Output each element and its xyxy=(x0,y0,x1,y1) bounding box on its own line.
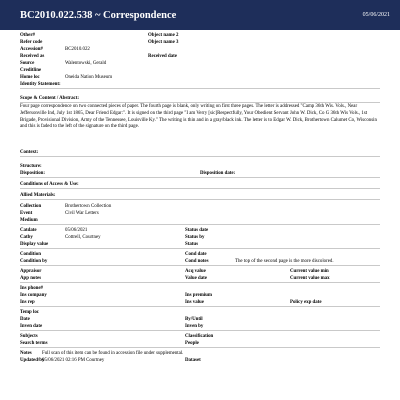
condition-by-label: Condition by xyxy=(20,259,48,265)
ins-premium-label: Ins premium xyxy=(185,293,212,299)
row-subjects xyxy=(20,333,380,340)
catby-label: Catby xyxy=(20,235,33,241)
structure-label: Structure: xyxy=(20,164,42,170)
notes-label: Notes xyxy=(20,351,32,357)
row-medium xyxy=(20,217,380,225)
row-display-value xyxy=(20,241,380,249)
accession-label: Accession# xyxy=(20,47,43,52)
received-date-label: Received date xyxy=(148,54,177,59)
conditions-access-label: Conditions of Access & Use: xyxy=(20,181,380,189)
people-label: People xyxy=(185,341,199,347)
home-loc-label: Home loc xyxy=(20,75,40,80)
row-structure xyxy=(20,163,380,170)
condition-label: Condition xyxy=(20,252,41,258)
classification-label: Classification xyxy=(185,334,214,340)
collection-label: Collection xyxy=(20,204,42,210)
object-name-3-label: Object name 3 xyxy=(148,40,179,45)
collection-value: Brothertown Collection xyxy=(65,204,112,210)
cond-notes-value: The top of the second page is the more discolored. xyxy=(235,259,334,265)
record-header xyxy=(0,0,400,30)
row-source xyxy=(20,60,380,67)
disposition-label: Disposition: xyxy=(20,171,46,177)
record-title: BC2010.022.538 ~ Correspondence xyxy=(20,9,177,21)
row-catby xyxy=(20,234,380,241)
row-catdate xyxy=(20,227,380,234)
status-label: Status xyxy=(185,242,199,248)
by-until-label: By/Until xyxy=(185,317,203,323)
row-search-terms xyxy=(20,340,380,348)
accession-value: BC2010.022 xyxy=(65,47,90,52)
event-value: Civil War Letters xyxy=(65,211,99,217)
row-temp-loc xyxy=(20,309,380,316)
acq-value-label: Acq value xyxy=(185,269,206,275)
cond-notes-label: Cond notes xyxy=(185,259,209,265)
updated-by-value: 05/06/2021 02:16 PM Courtney xyxy=(42,358,105,364)
date-label: Date xyxy=(20,317,30,323)
refer-code-label: Refer code xyxy=(20,40,43,45)
value-date-label: Value date xyxy=(185,276,207,282)
object-name-2-label: Object name 2 xyxy=(148,33,179,38)
updated-by-label: Updated/by xyxy=(20,358,45,364)
status-by-label: Status by xyxy=(185,235,205,241)
event-label: Event xyxy=(20,211,33,217)
ins-value-label: Ins value xyxy=(185,300,204,306)
row-condition-by xyxy=(20,258,380,266)
ins-phone-label: Ins phone# xyxy=(20,286,43,292)
row-appraisor xyxy=(20,268,380,275)
refer-code-value xyxy=(65,39,148,46)
source-value: Walentowski, Gerald xyxy=(65,61,107,66)
context-label: Context: xyxy=(20,149,380,157)
row-app-notes xyxy=(20,275,380,283)
catdate-label: Catdate xyxy=(20,228,37,234)
row-home-loc xyxy=(20,74,380,81)
row-inven-date xyxy=(20,323,380,331)
row-event xyxy=(20,210,380,217)
inven-date-label: Inven date xyxy=(20,324,43,330)
status-date-label: Status date xyxy=(185,228,209,234)
other-value xyxy=(65,32,148,39)
row-other xyxy=(20,32,380,39)
appraisor-label: Appraisor xyxy=(20,269,42,275)
medium-label: Medium xyxy=(20,218,38,224)
current-value-max-label: Current value max xyxy=(290,276,330,282)
print-date: 05/06/2021 xyxy=(362,12,390,18)
catby-value: Cottrell, Courtney xyxy=(65,235,101,241)
row-creditline xyxy=(20,67,380,74)
cond-date-label: Cond date xyxy=(185,252,207,258)
display-value-label: Display value xyxy=(20,242,49,248)
received-as-value xyxy=(65,53,148,60)
other-label: Other# xyxy=(20,33,35,38)
inven-by-label: Inven by xyxy=(185,324,204,330)
ins-company-label: Ins company xyxy=(20,293,47,299)
row-ins-phone xyxy=(20,285,380,292)
home-loc-value: Oneida Nation Museum xyxy=(65,75,112,80)
allied-materials-label: Allied Materials: xyxy=(20,192,380,200)
notes-value: Full scan of this item can be found in accession file under supplemental. xyxy=(42,351,184,357)
identity-statement-label: Identity Statement: xyxy=(20,81,380,89)
row-date xyxy=(20,316,380,323)
creditline-label: Creditline xyxy=(20,68,42,73)
row-refer-code xyxy=(20,39,380,46)
received-as-label: Received as xyxy=(20,54,45,59)
scope-title: Scope & Content / Abstract: xyxy=(20,95,380,103)
app-notes-label: App notes xyxy=(20,276,42,282)
current-value-min-label: Current value min xyxy=(290,269,329,275)
row-collection xyxy=(20,203,380,210)
policy-exp-date-label: Policy exp date xyxy=(290,300,322,306)
source-label: Source xyxy=(20,61,35,66)
row-updated-by xyxy=(20,357,380,364)
subjects-label: Subjects xyxy=(20,334,38,340)
row-disposition xyxy=(20,170,380,178)
row-notes xyxy=(20,350,380,357)
temp-loc-label: Temp loc xyxy=(20,310,39,316)
disposition-date-label: Disposition date: xyxy=(200,171,236,177)
dataset-label: Dataset xyxy=(185,358,201,364)
scope-text: Four page correspondence on two connected pieces of paper. The fourth page is blank, only writing on first three pages. The letter is addressed "Camp 36th Wis. Vols., Near Jeffersonville Ind, July 1st 1865, Dear Friend Edgar:". It is signed on the third page "I am Verry [sic]Respectfully, Your Obedient Servant John W. Dick, Co G 36th Wis Vols., 1st Brigade, Provisional Division, Army of the Tennessee, Louisville Ky." The writing is thin and in a gray/black ink. The letter is to Edgar W. Dick, Brothertown Calumet Co, Wisconsin and this is faded to the left of the signature on the third page. xyxy=(20,104,377,130)
record-body xyxy=(0,30,400,364)
ins-rep-label: Ins rep xyxy=(20,300,35,306)
row-received-as xyxy=(20,53,380,60)
row-condition xyxy=(20,251,380,258)
row-ins-company xyxy=(20,292,380,299)
row-ins-rep xyxy=(20,299,380,307)
creditline-value xyxy=(65,67,148,74)
row-accession xyxy=(20,46,380,53)
search-terms-label: Search terms xyxy=(20,341,48,347)
catdate-value: 05/06/2021 xyxy=(65,228,88,234)
